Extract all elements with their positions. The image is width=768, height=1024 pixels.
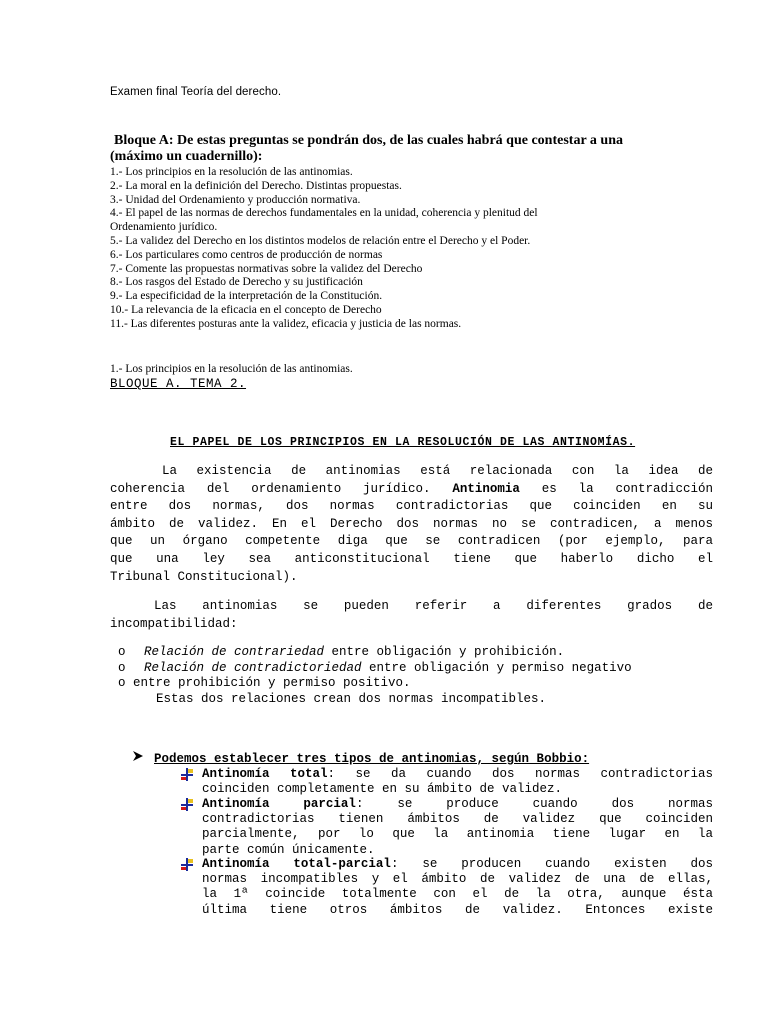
- type-term: Antinomía total: [202, 767, 328, 781]
- question-item: 9.- La especificidad de la interpretación de la Constitución.: [110, 290, 383, 303]
- antinomia-type-total: [202, 767, 713, 797]
- question-item: 1.- Los principios en la resolución de las antinomias.: [110, 166, 353, 178]
- type-term: Antinomía total-parcial: [202, 857, 391, 871]
- paragraph-line: Las antinomias se pueden referir a diferentes grados de: [154, 599, 713, 613]
- paragraph-line: ámbito de validez. En el Derecho dos normas no se contradicen, a menos: [110, 516, 713, 531]
- circle-bullet-icon: o: [118, 645, 126, 659]
- bloque-a-heading-line1: Bloque A: De estas preguntas se pondrán dos, de las cuales habrá que contestar a una: [114, 133, 623, 148]
- list-item: [118, 661, 714, 677]
- type-term: Antinomía parcial: [202, 797, 356, 811]
- type-line: coinciden completamente en su ámbito de validez.: [202, 782, 563, 797]
- question-item: 11.- Las diferentes posturas ante la validez, eficacia y justicia de las normas.: [110, 317, 462, 330]
- paragraph-line: que un órgano competente diga que se contradicen (por ejemplo, para: [110, 534, 713, 549]
- flag-bullet-icon: [180, 858, 194, 871]
- flag-bullet-icon: [180, 798, 194, 811]
- paragraph-line: [110, 481, 713, 499]
- type-line: normas incompatibles y el ámbito de validez de una de ellas,: [202, 872, 713, 887]
- relation-term: Relación de contrariedad: [144, 645, 325, 659]
- type-text: : se produce cuando dos normas: [355, 797, 713, 811]
- section-heading: EL PAPEL DE LOS PRINCIPIOS EN LA RESOLUCIÓN DE LAS ANTINOMÍAS.: [170, 436, 636, 449]
- paragraph-line: La existencia de antinomias está relacionada con la idea de: [162, 464, 713, 478]
- type-line: última tiene otros ámbitos de validez. Entonces existe: [202, 902, 713, 917]
- list-item-continuation: o entre prohibición y permiso positivo.: [118, 676, 411, 690]
- paragraph-antinomias: [110, 463, 713, 586]
- paragraph-line: incompatibilidad:: [110, 616, 238, 631]
- question-list: [110, 166, 710, 332]
- relation-text: entre obligación y prohibición.: [324, 645, 565, 659]
- type-line: [202, 767, 713, 782]
- antinomia-type-parcial: [202, 797, 713, 858]
- paragraph-line: que una ley sea anticonstitucional tiene que haberlo dicho el: [110, 551, 713, 566]
- question-item: 6.- Los particulares como centros de producción de normas: [110, 248, 383, 261]
- relation-text: entre obligación y permiso negativo: [361, 660, 632, 675]
- question-item: 7.- Comente las propuestas normativas sobre la validez del Derecho: [110, 262, 423, 275]
- arrow-bullet-icon: [132, 750, 154, 766]
- type-line: [202, 857, 713, 872]
- type-line: [202, 797, 713, 812]
- type-line: contradictorias tienen ámbitos de validez que coinciden: [202, 812, 713, 827]
- exam-title: Examen final Teoría del derecho.: [110, 86, 282, 98]
- question-item: 3.- Unidad del Ordenamiento y producción normativa.: [110, 193, 361, 206]
- relations-list: [118, 645, 714, 707]
- question-item-continuation: Ordenamiento jurídico.: [110, 221, 218, 234]
- flag-bullet-icon: [180, 768, 194, 781]
- list-item: [118, 645, 714, 661]
- type-line: la 1ª coincide totalmente con el de la otra, aunque ésta: [202, 887, 713, 902]
- type-line: parte común únicamente.: [202, 842, 375, 857]
- bloque-tema-label: BLOQUE A. TEMA 2.: [110, 377, 247, 391]
- type-line: parcialmente, por lo que la antinomia tiene lugar en la: [202, 827, 713, 842]
- relations-note: Estas dos relaciones crean dos normas incompatibles.: [156, 691, 547, 706]
- antinomia-term: Antinomia: [452, 481, 520, 496]
- antinomia-type-total-parcial: [202, 857, 713, 918]
- bloque-a-heading-line2: (máximo un cuadernillo):: [110, 149, 263, 164]
- bobbio-heading-item: [132, 750, 589, 766]
- question-item: 10.- La relevancia de la eficacia en el concepto de Derecho: [110, 303, 382, 316]
- question-item: 5.- La validez del Derecho en los distintos modelos de relación entre el Derecho y el Poder.: [110, 234, 531, 247]
- type-text: : se producen cuando existen dos: [390, 857, 713, 871]
- relation-term: Relación de contradictoriedad: [144, 660, 362, 675]
- paragraph-text: coherencia del ordenamiento jurídico.: [110, 481, 431, 496]
- question-item: 8.- Los rasgos del Estado de Derecho y su justificación: [110, 276, 363, 289]
- bobbio-heading: Podemos establecer tres tipos de antinomias, según Bobbio:: [154, 752, 590, 766]
- question-item: 4.- El papel de las normas de derechos fundamentales en la unidad, coherencia y plenitud del: [110, 207, 538, 220]
- selected-question: 1.- Los principios en la resolución de las antinomias.: [110, 363, 353, 375]
- circle-bullet-icon: o: [118, 660, 126, 675]
- paragraph-line: entre dos normas, dos normas contradictorias que coinciden en su: [110, 499, 713, 514]
- question-item: 2.- La moral en la definición del Derecho. Distintas propuestas.: [110, 179, 402, 192]
- paragraph-text: es la contradicción: [541, 481, 713, 496]
- bloque-a-heading: [110, 133, 710, 165]
- paragraph-grados: [110, 598, 713, 633]
- paragraph-line: Tribunal Constitucional).: [110, 569, 298, 584]
- type-text: : se da cuando dos normas contradictorias: [327, 767, 713, 781]
